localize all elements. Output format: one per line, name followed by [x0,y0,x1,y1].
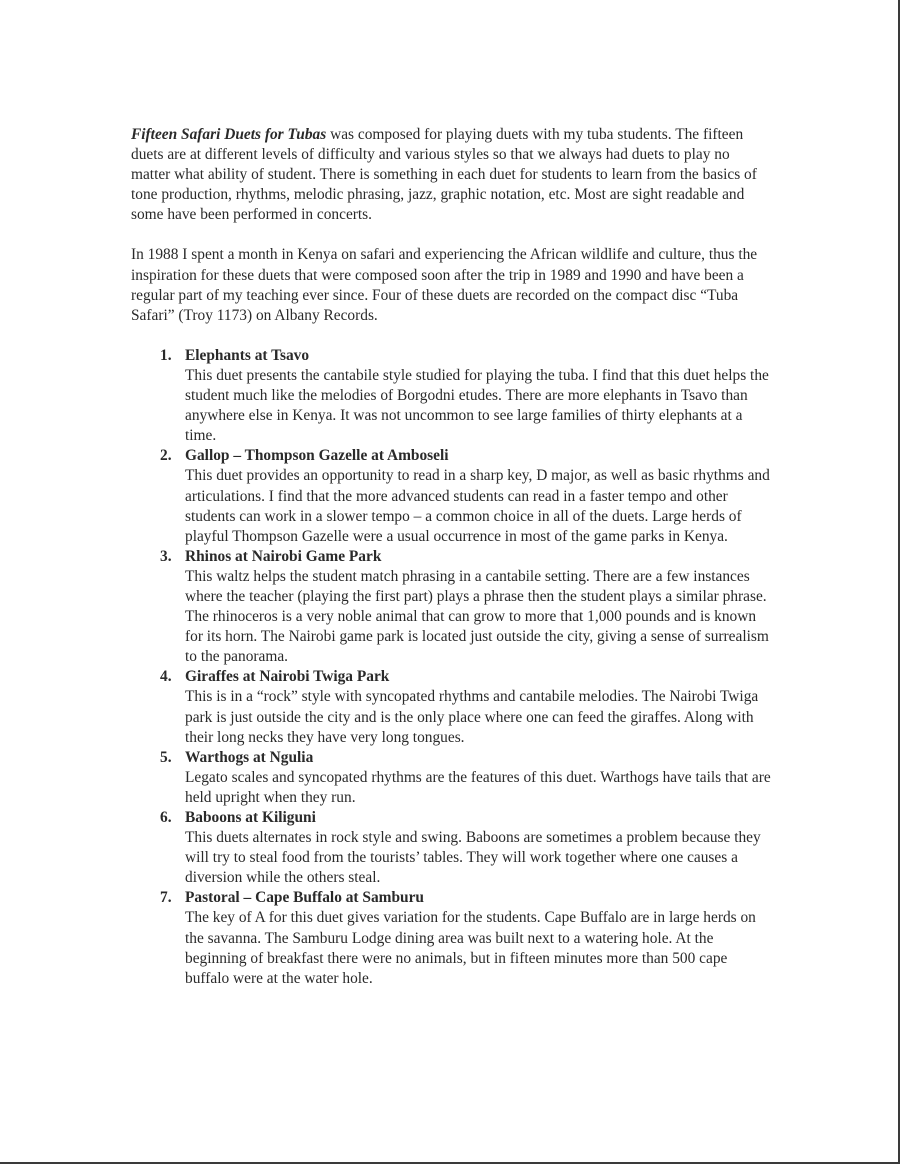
duet-item [131,446,771,546]
intro-paragraph-1-text: was composed for playing duets with my tuba students. The fifteen duets are at different levels of difficulty and various styles so that we always had duets to play no matter what ability of student. There is something in each duet for students to learn from the basics of tone production, rhythms, melodic phrasing, jazz, graphic notation, etc. Most are sight readable and some have been performed in concerts. [131,126,757,224]
duet-description: Legato scales and syncopated rhythms are the features of this duet. Warthogs have tails that are held upright when they run. [185,768,771,806]
duet-list [131,346,771,989]
duet-number: 4. [160,668,172,686]
duet-item [131,888,771,988]
duet-description: This duets alternates in rock style and swing. Baboons are sometimes a problem because they will try to steal food from the tourists’ tables. They will work together where one causes a diversion while the others steal. [185,829,761,887]
intro-paragraph-1 [131,125,771,225]
duet-item [131,667,771,747]
duet-item [131,748,771,808]
duet-number: 1. [160,346,172,364]
duet-description: This waltz helps the student match phrasing in a cantabile setting. There are a few instances where the teacher (playing the first part) plays a phrase then the student plays a similar phrase. The rhinoceros is a very noble animal that can grow to more that 1,000 pounds and is known for its horn. The Nairobi game park is located just outside the city, giving a sense of surrealism to the panorama. [185,567,769,666]
duet-number: 3. [160,547,172,565]
duet-title: Gallop – Thompson Gazelle at Amboseli [185,447,449,465]
intro-paragraph-2: In 1988 I spent a month in Kenya on safari and experiencing the African wildlife and culture, thus the inspiration for these duets that were composed soon after the trip in 1989 and 1990 and have been a regular part of my teaching ever since. Four of these duets are recorded on the compact disc “Tuba Safari” (Troy 1173) on Albany Records. [131,246,758,324]
duet-title: Giraffes at Nairobi Twiga Park [185,668,390,686]
duet-number: 6. [160,809,172,826]
duet-title: Rhinos at Nairobi Game Park [185,547,382,565]
duet-item [131,808,771,888]
duet-description: This duet provides an opportunity to read in a sharp key, D major, as well as basic rhythms and articulations. I find that the more advanced students can read in a faster tempo and other students can work in a slower tempo – a common choice in all of the duets. Large herds of playful Thompson Gazelle were a usual occurrence in most of the game parks in Kenya. [185,467,770,545]
duet-number: 7. [160,889,172,907]
duet-title: Pastoral – Cape Buffalo at Samburu [185,889,424,907]
duet-title: Elephants at Tsavo [185,346,310,364]
duet-number: 2. [160,447,172,465]
duet-number: 5. [160,748,172,766]
duet-item [131,346,771,446]
duet-description: This duet presents the cantabile style studied for playing the tuba. I find that this duet helps the student much like the melodies of Borgodni etudes. There are more elephants in Tsavo than anywhere else in Kenya. It was not uncommon to see large families of thirty elephants at a time. [185,366,769,445]
duet-item [131,547,771,668]
duet-title: Baboons at Kiliguni [185,809,316,826]
duet-description: The key of A for this duet gives variation for the students. Cape Buffalo are in large herds on the savanna. The Samburu Lodge dining area was built next to a watering hole. At the beginning of breakfast there were no animals, but in fifteen minutes more than 500 cape buffalo were at the water hole. [185,909,756,987]
work-title: Fifteen Safari Duets for Tubas [131,126,327,143]
duet-description: This is in a “rock” style with syncopated rhythms and cantabile melodies. The Nairobi Twiga park is just outside the city and is the only place where one can feed the giraffes. Along with their long necks they have very long tongues. [185,688,759,746]
duet-title: Warthogs at Ngulia [185,748,314,766]
document-body [131,125,771,989]
